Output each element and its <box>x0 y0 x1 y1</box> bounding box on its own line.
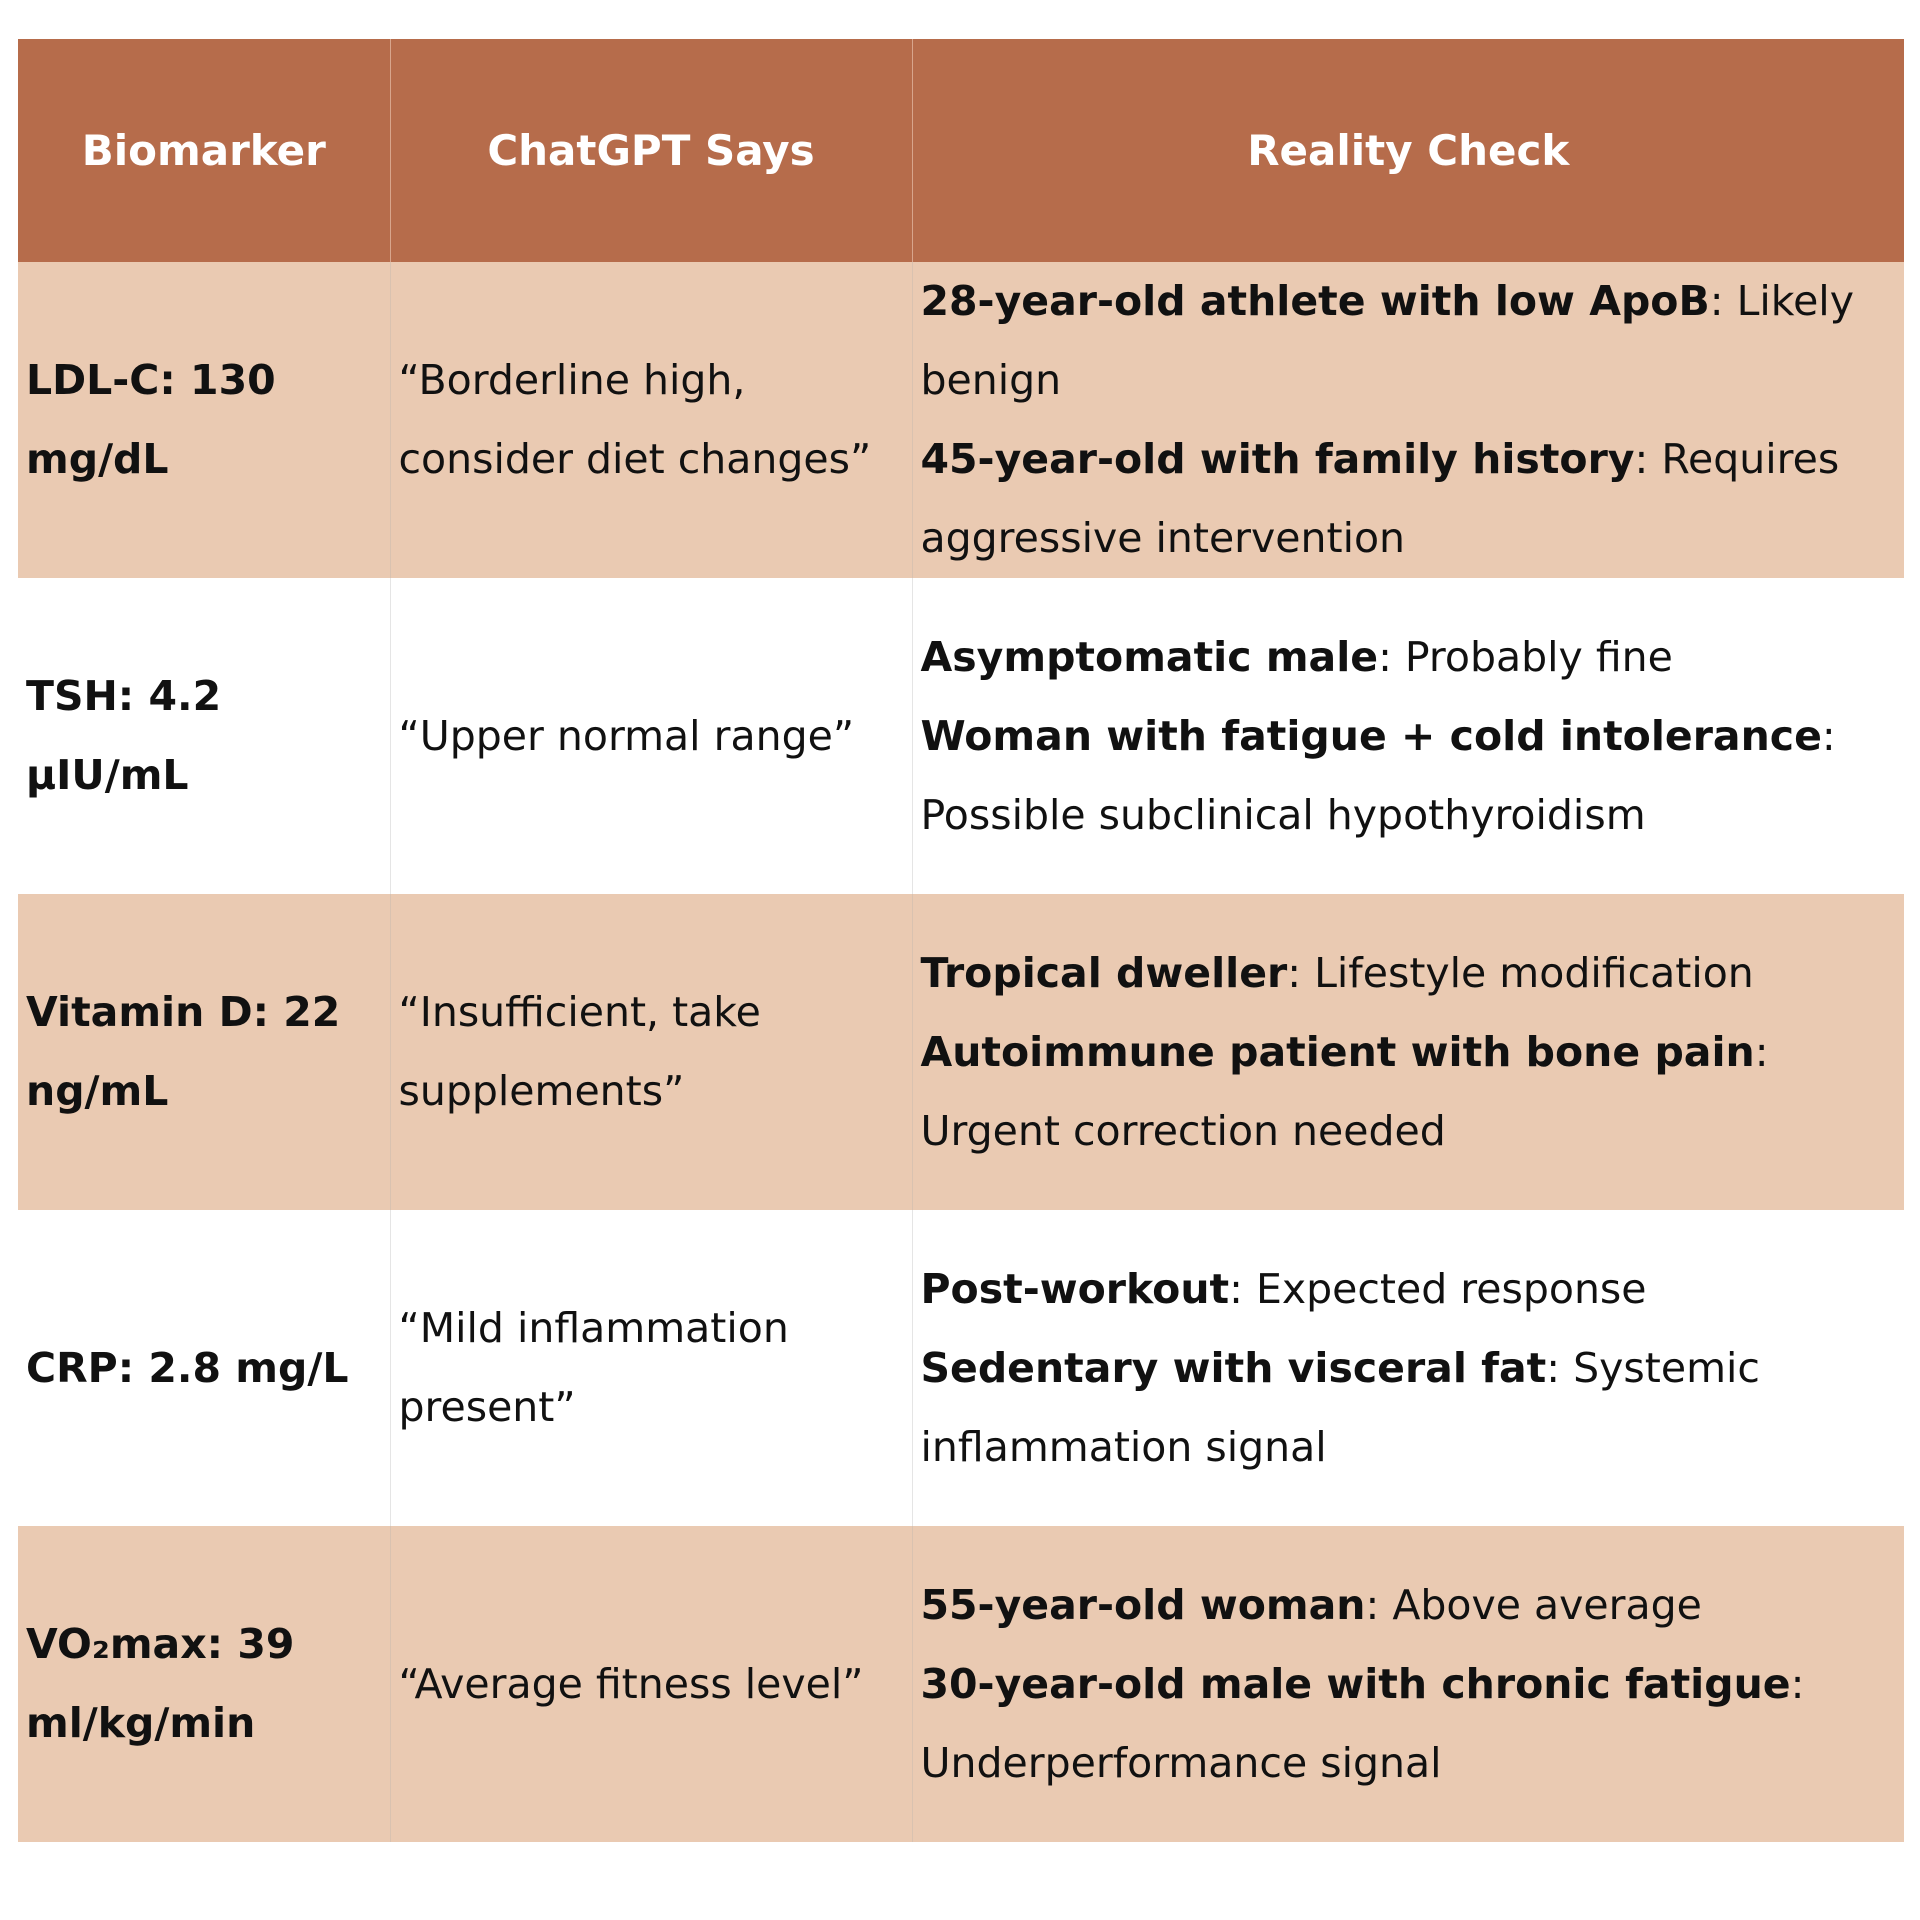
reality-assessment: : Lifestyle modification <box>1287 948 1754 997</box>
reality-line <box>921 1566 1885 1645</box>
reality-check-cell <box>912 262 1904 578</box>
table-row <box>18 578 1904 894</box>
reality-assessment: : Possible subclinical hypothyroidism <box>920 711 1836 839</box>
reality-line <box>921 262 1885 420</box>
reality-line <box>921 1013 1885 1171</box>
biomarker-cell: LDL-C: 130 mg/dL <box>18 262 390 578</box>
reality-context: Tropical dweller <box>920 948 1288 997</box>
reality-line <box>921 618 1885 697</box>
reality-assessment: : Urgent correction needed <box>920 1027 1769 1155</box>
chatgpt-says-cell: “Upper normal range” <box>390 578 912 894</box>
biomarker-cell: VO₂max: 39 ml/kg/min <box>18 1526 390 1842</box>
reality-context: 30-year-old male with chronic fatigue <box>920 1659 1791 1708</box>
biomarker-cell: TSH: 4.2 μIU/mL <box>18 578 390 894</box>
header-reality-check: Reality Check <box>912 39 1904 262</box>
chatgpt-says-cell: “Insufficient, take supplements” <box>390 894 912 1210</box>
reality-context: Autoimmune patient with bone pain <box>920 1027 1755 1076</box>
reality-assessment: : Probably fine <box>1378 632 1673 681</box>
header-biomarker: Biomarker <box>18 39 390 262</box>
table-row <box>18 262 1904 578</box>
reality-assessment: : Underperformance signal <box>920 1659 1805 1787</box>
reality-line <box>921 1250 1885 1329</box>
reality-context: 45-year-old with family history <box>920 435 1635 483</box>
header-chatgpt-says: ChatGPT Says <box>390 39 912 262</box>
reality-check-cell <box>912 1526 1904 1842</box>
reality-assessment: : Above average <box>1365 1580 1702 1629</box>
reality-line <box>921 1645 1885 1803</box>
chatgpt-says-cell: “Mild inflammation present” <box>390 1210 912 1526</box>
reality-context: Asymptomatic male <box>920 632 1379 681</box>
reality-check-cell <box>912 1210 1904 1526</box>
header-row <box>18 39 1904 262</box>
reality-check-cell <box>912 894 1904 1210</box>
chatgpt-says-cell: “Borderline high, consider diet changes” <box>390 262 912 578</box>
reality-assessment: : Expected response <box>1229 1264 1647 1313</box>
biomarker-comparison-table <box>18 39 1904 1842</box>
reality-check-cell <box>912 578 1904 894</box>
reality-context: Woman with fatigue + cold intolerance <box>920 711 1822 760</box>
reality-assessment: : Systemic inflammation signal <box>920 1343 1760 1471</box>
table-row <box>18 894 1904 1210</box>
biomarker-cell: Vitamin D: 22 ng/mL <box>18 894 390 1210</box>
reality-context: 55-year-old woman <box>920 1580 1366 1629</box>
reality-context: Sedentary with visceral fat <box>920 1343 1547 1392</box>
reality-line <box>921 934 1885 1013</box>
chatgpt-says-cell: “Average fitness level” <box>390 1526 912 1842</box>
table-row <box>18 1210 1904 1526</box>
table-row <box>18 1526 1904 1842</box>
biomarker-cell: CRP: 2.8 mg/L <box>18 1210 390 1526</box>
reality-line <box>921 420 1885 578</box>
reality-assessment: : Requires aggressive intervention <box>920 435 1840 562</box>
reality-context: Post-workout <box>920 1264 1230 1313</box>
reality-context: 28-year-old athlete with low ApoB <box>920 277 1710 325</box>
reality-line <box>921 1329 1885 1487</box>
reality-assessment: : Likely benign <box>920 277 1854 404</box>
reality-line <box>921 697 1885 855</box>
